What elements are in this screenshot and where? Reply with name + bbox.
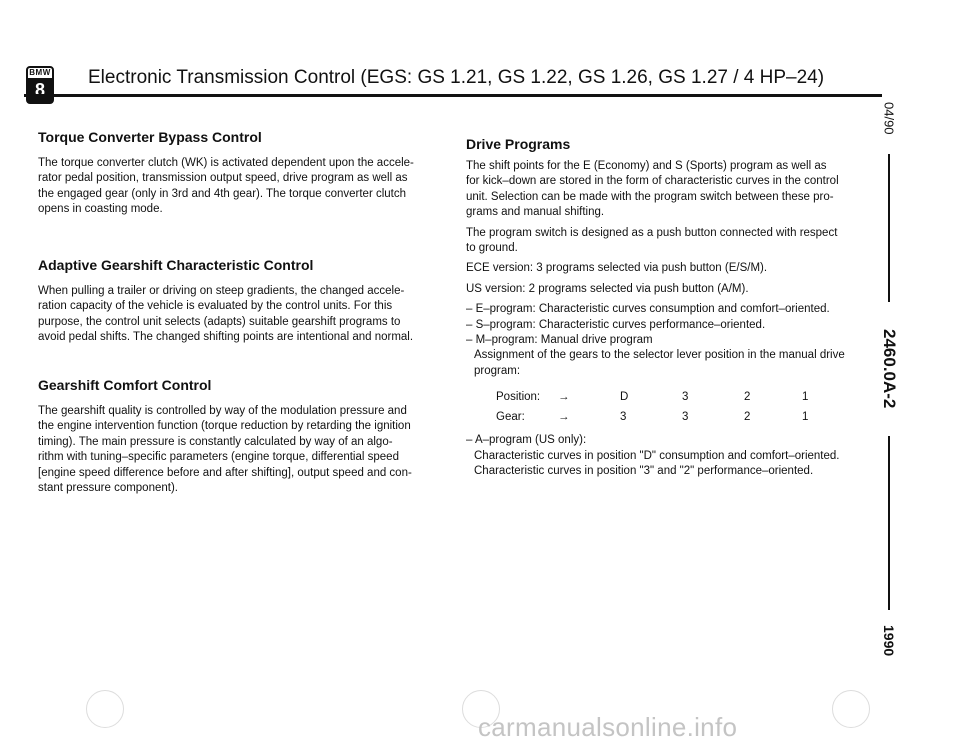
arrow-icon: → [558, 410, 570, 423]
logo-number: 8 [28, 78, 52, 102]
program-item: – M–program: Manual drive program [466, 334, 653, 347]
text-line: The gearshift quality is controlled by way of the modulation pressure and [38, 405, 407, 417]
text-line: [engine speed difference before and after shifting], output speed and con- [38, 466, 412, 479]
text-line: unit. Selection can be made with the program switch between these pro- [466, 190, 834, 203]
header-rule [24, 94, 882, 97]
section-drive-programs [466, 135, 856, 480]
sidebar-rule [888, 436, 890, 610]
a-program-item: – A–program (US only): [466, 434, 587, 447]
text-line: The torque converter clutch (WK) is activated dependent upon the accele- [38, 157, 414, 169]
text-line: ration capacity of the vehicle is evaluated by the control units. For this [38, 300, 393, 313]
text-line: rator pedal position, transmission output speed, drive program as well as [38, 172, 408, 185]
row-label: Gear: [496, 410, 525, 423]
section-heading: Torque Converter Bypass Control [38, 129, 262, 145]
program-item: – E–program: Characteristic curves consumption and comfort–oriented. [466, 303, 830, 316]
text-line: The shift points for the E (Economy) and S (Sports) program as well as [466, 160, 827, 172]
logo-brand: BMW [29, 68, 51, 77]
decorative-circle [832, 690, 870, 728]
table-cell: 3 [682, 410, 689, 423]
text-line: Characteristic curves in position "D" consumption and comfort–oriented. [474, 449, 840, 462]
ece-version: ECE version: 3 programs selected via push button (E/S/M). [466, 262, 768, 275]
sidebar-page-code: 2460.0A-2 [880, 329, 899, 409]
row-label: Position: [496, 390, 541, 403]
text-line: rithm with tuning–specific parameters (engine torque, differential speed [38, 451, 399, 464]
text-line: purpose, the control unit selects (adapts) suitable gearshift programs to [38, 315, 401, 328]
table-cell: 3 [620, 410, 627, 423]
bmw-8-logo [26, 66, 54, 104]
table-cell: 2 [744, 410, 751, 423]
section-heading: Gearshift Comfort Control [38, 377, 212, 393]
arrow-icon: → [558, 390, 570, 403]
program-item: – S–program: Characteristic curves performance–oriented. [466, 318, 766, 331]
decorative-circle [86, 690, 124, 728]
section-gearshift-comfort [38, 376, 438, 496]
text-line: Assignment of the gears to the selector lever position in the manual drive [474, 349, 845, 362]
text-line: timing). The main pressure is constantly calculated by way of an algo- [38, 435, 393, 448]
watermark-text: carmanualsonline.info [478, 712, 738, 742]
sidebar-year: 1990 [881, 625, 897, 657]
sidebar-date: 04/90 [881, 101, 897, 135]
text-line: When pulling a trailer or driving on steep gradients, the changed accele- [38, 285, 405, 297]
section-heading: Adaptive Gearshift Characteristic Control [38, 257, 314, 273]
table-cell: 3 [682, 390, 689, 403]
text-line: the engaged gear (only in 3rd and 4th gear). The torque converter clutch [38, 187, 407, 200]
text-line: to ground. [466, 242, 518, 255]
table-cell: D [620, 390, 629, 403]
page-title: Electronic Transmission Control (EGS: GS 1.21, GS 1.22, GS 1.26, GS 1.27 / 4 HP–24) [88, 67, 825, 88]
table-row [496, 407, 822, 427]
table-cell: 1 [802, 390, 809, 403]
text-line: grams and manual shifting. [466, 206, 605, 219]
section-heading: Drive Programs [466, 136, 571, 152]
text-line: the engine intervention function (torque reduction by retarding the ignition [38, 420, 411, 433]
gear-assignment-table [496, 387, 822, 427]
text-line: stant pressure component). [38, 482, 178, 495]
us-version: US version: 2 programs selected via push button (A/M). [466, 282, 749, 295]
table-cell: 2 [744, 390, 751, 403]
section-torque-converter [38, 128, 438, 218]
sidebar-rule [888, 154, 890, 302]
text-line: opens in coasting mode. [38, 203, 163, 216]
table-row [496, 387, 822, 407]
text-line: The program switch is designed as a push button connected with respect [466, 226, 838, 239]
table-cell: 1 [802, 410, 809, 423]
text-line: avoid pedal shifts. The changed shifting points are intentional and normal. [38, 331, 414, 344]
text-line: Characteristic curves in position "3" and "2" performance–oriented. [474, 465, 814, 478]
text-line: for kick–down are stored in the form of characteristic curves in the control [466, 175, 839, 188]
section-adaptive-gearshift [38, 256, 438, 346]
text-line: program: [474, 364, 521, 377]
